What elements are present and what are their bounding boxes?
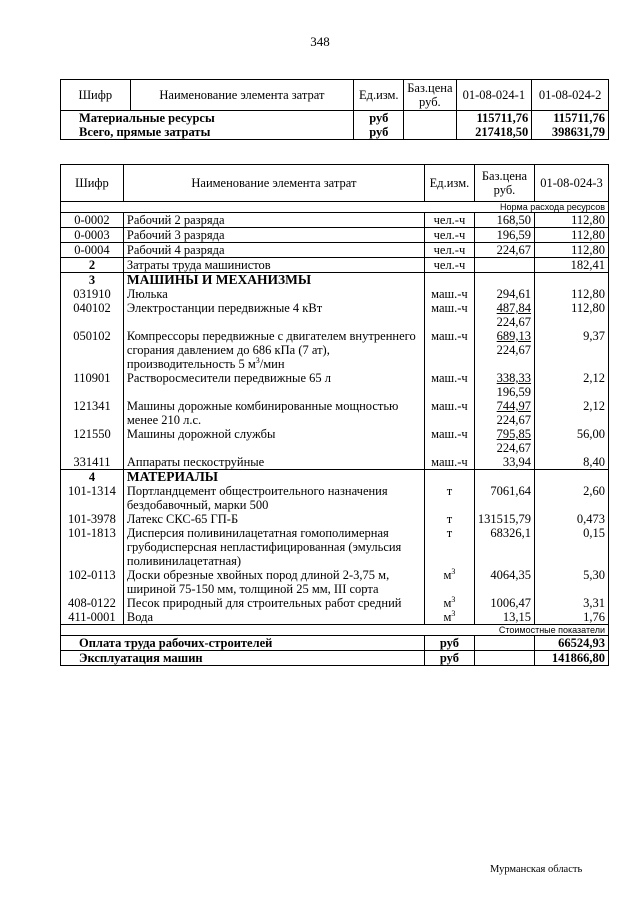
header-name: Наименование элемента затрат: [123, 165, 424, 202]
header-code: Шифр: [61, 80, 131, 111]
table-row: [61, 287, 609, 301]
price-secondary: 224,67: [496, 413, 532, 427]
header-col: 01-08-024-3: [535, 165, 609, 202]
header-base-price: Баз.цена руб.: [474, 165, 534, 202]
section-code: 4: [61, 470, 124, 485]
row-name: Компрессоры передвижные с двигателем внутреннего сгорания давлением до 686 кПа (7 ат), производительность 5 $м^3$/мин: [123, 329, 424, 371]
unit-superscript: 3: [255, 355, 260, 365]
norm-label-row: [61, 202, 609, 213]
row-name: Машины дорожной службы: [123, 427, 424, 455]
price-primary: 33,94: [502, 455, 532, 469]
row-unit: маш.-ч: [424, 301, 474, 329]
price-primary: 744,97: [496, 399, 532, 413]
row-unit: т: [424, 484, 474, 512]
row-value: 141866,80: [535, 651, 609, 666]
price-secondary: 224,67: [496, 315, 532, 329]
summary-header-row: [61, 80, 609, 111]
row-name: Эксплуатация машин: [61, 651, 425, 666]
price-primary: 795,85: [496, 427, 532, 441]
row-price: [474, 371, 534, 399]
row-name: Латекс СКС-65 ГП-Б: [123, 512, 424, 526]
row-name: Рабочий 3 разряда: [123, 228, 424, 243]
material-rows: [61, 484, 609, 625]
section-code: 3: [61, 273, 124, 288]
row-price: 7061,64: [474, 484, 534, 512]
row-code: 0-0004: [61, 243, 124, 258]
row-value1: 217418,50: [456, 125, 532, 140]
row-value: 8,40: [535, 455, 609, 470]
row-code: 101-3978: [61, 512, 124, 526]
page-number: 348: [310, 34, 330, 49]
row-value: 9,37: [535, 329, 609, 371]
row-value: 112,80: [535, 301, 609, 329]
table-row: [61, 512, 609, 526]
row-code: 411-0001: [61, 610, 124, 625]
table-row: [61, 125, 609, 140]
row-value: 112,80: [535, 213, 609, 228]
row-name: Портландцемент общестроительного назначения бездобавочный, марки 500: [123, 484, 424, 512]
table-row: [61, 568, 609, 596]
header-col2: 01-08-024-2: [532, 80, 609, 111]
section-title: МАШИНЫ И МЕХАНИЗМЫ: [123, 273, 424, 288]
row-name: Затраты труда машинистов: [123, 258, 424, 273]
row-code: 050102: [61, 329, 124, 371]
row-code: 101-1314: [61, 484, 124, 512]
machine-rows: [61, 287, 609, 470]
row-value: 56,00: [535, 427, 609, 455]
row-price: 68326,1: [474, 526, 534, 568]
machines-section-row: [61, 273, 609, 288]
row-unit: $м^3$: [424, 596, 474, 610]
row-unit: руб: [424, 651, 474, 666]
row-unit: маш.-ч: [424, 455, 474, 470]
row-value: 66524,93: [535, 636, 609, 651]
row-value: 1,76: [535, 610, 609, 625]
row-price: [474, 287, 534, 301]
row-code: 101-1813: [61, 526, 124, 568]
row-name: Растворосмесители передвижные 65 л: [123, 371, 424, 399]
row-value: 182,41: [535, 258, 609, 273]
header-unit: Ед.изм.: [354, 80, 404, 111]
row-name: Машины дорожные комбинированные мощностью менее 210 л.с.: [123, 399, 424, 427]
table-row: [61, 371, 609, 399]
row-unit: $м^3$: [424, 610, 474, 625]
row-code: 0-0003: [61, 228, 124, 243]
row-price: [474, 329, 534, 371]
row-value: 0,473: [535, 512, 609, 526]
row-name: Песок природный для строительных работ средний: [123, 596, 424, 610]
row-unit: маш.-ч: [424, 329, 474, 371]
price-primary: 338,33: [496, 371, 532, 385]
summary-table: [60, 79, 609, 140]
row-code: 121341: [61, 399, 124, 427]
row-unit: чел.-ч: [424, 243, 474, 258]
row-code: 408-0122: [61, 596, 124, 610]
row-price: [474, 427, 534, 455]
row-code: 331411: [61, 455, 124, 470]
table-row: [61, 111, 609, 126]
row-name: Доски обрезные хвойных пород длиной 2-3,75 м, шириной 75-150 мм, толщиной 25 мм, III сорта: [123, 568, 424, 596]
row-value: 112,80: [535, 228, 609, 243]
row-value1: 115711,76: [456, 111, 532, 126]
row-price: [474, 455, 534, 470]
row-name: Всего, прямые затраты: [61, 125, 354, 140]
table-row: [61, 526, 609, 568]
row-code: 110901: [61, 371, 124, 399]
row-unit: т: [424, 526, 474, 568]
total-rows: [61, 636, 609, 666]
row-price: [404, 111, 456, 126]
row-price: [474, 301, 534, 329]
header-name: Наименование элемента затрат: [130, 80, 354, 111]
row-unit: маш.-ч: [424, 399, 474, 427]
machinists-row: [61, 258, 609, 273]
table-row: [61, 455, 609, 470]
row-name: Электростанции передвижные 4 кВт: [123, 301, 424, 329]
resources-table: [60, 164, 609, 666]
table-row: [61, 610, 609, 625]
row-value: 2,12: [535, 399, 609, 427]
price-primary: 487,84: [496, 301, 532, 315]
row-name: Рабочий 4 разряда: [123, 243, 424, 258]
labor-rows: [61, 213, 609, 258]
row-price: [474, 399, 534, 427]
table-row: [61, 228, 609, 243]
price-primary: 294,61: [496, 287, 532, 301]
price-secondary: 196,59: [496, 385, 532, 399]
row-code: 102-0113: [61, 568, 124, 596]
row-unit: руб: [354, 125, 404, 140]
table-row: [61, 596, 609, 610]
row-price: 4064,35: [474, 568, 534, 596]
table-row: [61, 484, 609, 512]
norm-label: Норма расхода ресурсов: [61, 202, 609, 213]
row-name: Рабочий 2 разряда: [123, 213, 424, 228]
header-col1: 01-08-024-1: [456, 80, 532, 111]
unit-superscript: 3: [451, 608, 456, 618]
row-value: 2,60: [535, 484, 609, 512]
header-code: Шифр: [61, 165, 124, 202]
row-value: 3,31: [535, 596, 609, 610]
row-unit: чел.-ч: [424, 258, 474, 273]
row-name: Материальные ресурсы: [61, 111, 354, 126]
row-value: 112,80: [535, 243, 609, 258]
cost-label: Стоимостные показатели: [61, 625, 609, 636]
row-value: 5,30: [535, 568, 609, 596]
table-row: [61, 243, 609, 258]
row-code: 031910: [61, 287, 124, 301]
row-price: 196,59: [474, 228, 534, 243]
row-unit: маш.-ч: [424, 427, 474, 455]
row-name: Люлька: [123, 287, 424, 301]
header-base-price: Баз.цена руб.: [404, 80, 456, 111]
total-row: [61, 651, 609, 666]
total-row: [61, 636, 609, 651]
resources-header-row: [61, 165, 609, 202]
row-value: 0,15: [535, 526, 609, 568]
price-secondary: 224,67: [496, 343, 532, 357]
row-code: 121550: [61, 427, 124, 455]
row-price: 168,50: [474, 213, 534, 228]
row-unit: чел.-ч: [424, 228, 474, 243]
row-unit: маш.-ч: [424, 287, 474, 301]
row-unit: маш.-ч: [424, 371, 474, 399]
row-unit: руб: [354, 111, 404, 126]
row-unit: чел.-ч: [424, 213, 474, 228]
table-row: [61, 399, 609, 427]
price-primary: 689,13: [496, 329, 532, 343]
row-price: 224,67: [474, 243, 534, 258]
unit-superscript: 3: [451, 566, 456, 576]
row-price: [474, 258, 534, 273]
unit-superscript: 3: [451, 594, 456, 604]
row-price: 1006,47: [474, 596, 534, 610]
row-code: 040102: [61, 301, 124, 329]
table-row: [61, 329, 609, 371]
row-price: [474, 651, 534, 666]
materials-section-row: [61, 470, 609, 485]
row-unit: т: [424, 512, 474, 526]
row-name: Аппараты пескоструйные: [123, 455, 424, 470]
row-value: 112,80: [535, 287, 609, 301]
row-value2: 115711,76: [532, 111, 609, 126]
section-title: МАТЕРИАЛЫ: [123, 470, 424, 485]
row-name: Оплата труда рабочих-строителей: [61, 636, 425, 651]
row-unit: $м^3$: [424, 568, 474, 596]
footer-region: Мурманская область: [490, 864, 583, 875]
table-row: [61, 427, 609, 455]
row-unit: руб: [424, 636, 474, 651]
row-price: [404, 125, 456, 140]
cost-label-row: [61, 625, 609, 636]
row-value2: 398631,79: [532, 125, 609, 140]
row-name: Дисперсия поливинилацетатная гомополимерная грубодисперсная непластифицированная (эмульсия поливинилацетатная): [123, 526, 424, 568]
row-value: 2,12: [535, 371, 609, 399]
row-price: 13,15: [474, 610, 534, 625]
table-row: [61, 213, 609, 228]
row-code: 2: [61, 258, 124, 273]
table-row: [61, 301, 609, 329]
header-unit: Ед.изм.: [424, 165, 474, 202]
price-secondary: 224,67: [496, 441, 532, 455]
row-price: [474, 636, 534, 651]
row-name: Вода: [123, 610, 424, 625]
row-code: 0-0002: [61, 213, 124, 228]
row-price: 131515,79: [474, 512, 534, 526]
